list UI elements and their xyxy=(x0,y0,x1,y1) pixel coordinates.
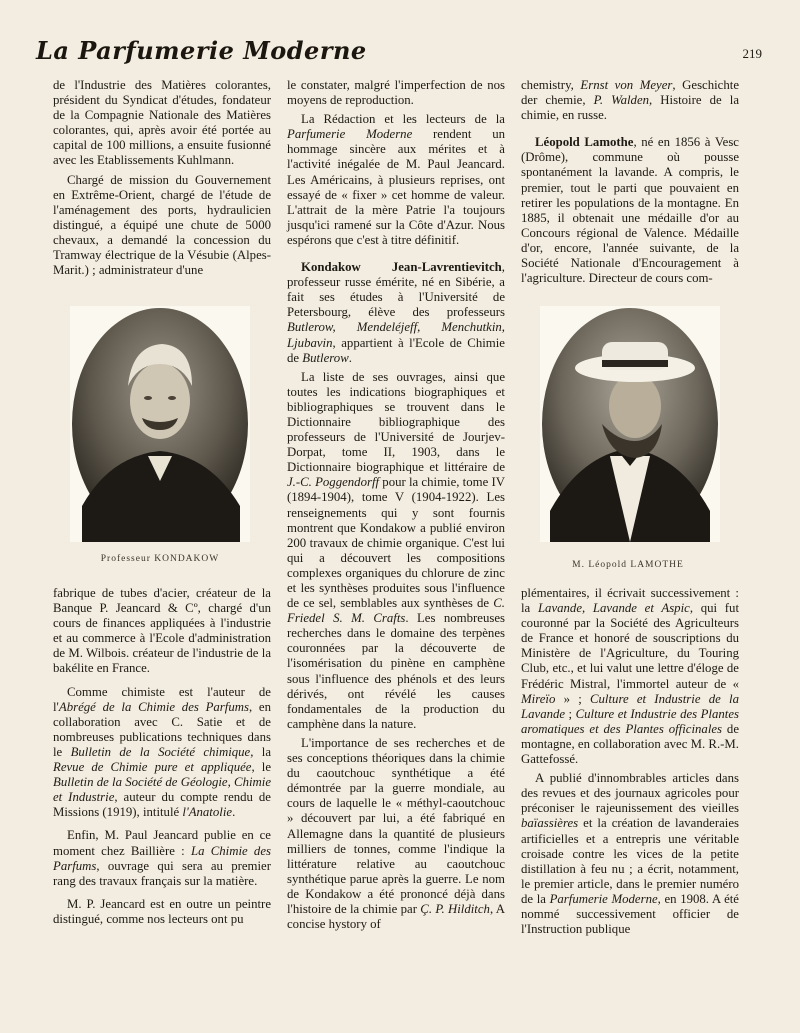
paragraph: A publié d'innombrables articles dans des revues et des journaux agricoles pour préconiser le rajeunissement des vieilles baïassières et la création de lavanderaies artificielles et a entrepris une véritable croisade contre les vices de la petite distillation à feu nu ; a écrit, notamment, le premier article, dans le premier numéro de la Parfumerie Moderne, en 1908. A été nommé successivement officier de l'Instruction publique xyxy=(521,771,739,937)
portrait-kondakow-image xyxy=(70,306,250,542)
name-kondakow: Kondakow Jean-Lavrentievitch xyxy=(301,260,502,275)
name-lamothe: Léopold Lamothe xyxy=(535,135,634,150)
portrait-lamothe-caption: M. Léopold LAMOTHE xyxy=(572,560,684,570)
paragraph: le constater, malgré l'imperfection de nos moyens de reproduction. xyxy=(287,78,505,108)
column-1-top xyxy=(53,78,271,282)
page-number: 219 xyxy=(742,46,762,61)
paragraph: M. P. Jeancard est en outre un peintre distingué, comme nos lecteurs ont pu xyxy=(53,896,271,926)
paragraph: chemistry, Ernst von Meyer, Geschichte der chemie, P. Walden, Histoire de la chimie, en russe. xyxy=(521,78,740,123)
paragraph: fabrique de tubes d'acier, créateur de la Banque P. Jeancard & Cº, chargé d'un cours de finances appliquées à l'industrie et au commerce à l'Ecole d'administration de M. Wilbois. créateur de l'industrie de la bakélite en France. xyxy=(53,586,271,676)
paragraph: Comme chimiste est l'auteur de l'Abrégé de la Chimie des Parfums, en collaboration avec C. Satie et de nombreuses publications techniques dans le Bulletin de la Société chimique, la Revue de Chimie pure et appliquée, le Bulletin de la Société de Géologie, Chimie et Industrie, auteur du compte rendu de Missions (1919), intitulé l'Anatolie. xyxy=(53,684,272,820)
paragraph: Léopold Lamothe, né en 1856 à Vesc (Drôme), commune où pousse spontanément la lavande. A compris, le premier, tout le parti que pouvaient en retirer les populations de la montagne. En 1885, il obtenait une médaille d'or au Concours régional de Valence. Médaille d'or, encore, l'année suivante, de la Société Nationale d'Encouragement à l'agriculture. Directeur de cours com- xyxy=(521,135,739,286)
portrait-lamothe xyxy=(540,306,720,542)
paragraph: de l'Industrie des Matières colorantes, président du Syndicat d'études, fondateur de la Compagnie Nationale des Matières colorantes, qui, après avoir été portée au capital de 100 millions, a ensuite fusionné avec les Etablissements Kuhlmann. xyxy=(53,78,271,168)
column-3-bottom xyxy=(521,586,739,941)
journal-title: La Parfumerie Moderne xyxy=(36,36,367,65)
paragraph: Kondakow Jean-Lavrentievitch, professeur russe émérite, né en Sibérie, a fait ses études à l'Université de Petersbourg, élève des professeurs Butlerow, Mendeléjeff, Menchutkin, Ljubavin, appartient à l'Ecole de Chimie de Butlerow. xyxy=(287,260,505,365)
paragraph: Enfin, M. Paul Jeancard publie en ce moment chez Baillière : La Chimie des Parfums, ouvrage qui sera au premier rang des travaux français sur la matière. xyxy=(53,828,271,888)
portrait-kondakow-caption: Professeur KONDAKOW xyxy=(100,554,220,564)
portrait-kondakow xyxy=(70,306,250,542)
paragraph: Chargé de mission du Gouvernement en Extrême-Orient, chargé de l'étude de l'aménagement des ports, hydraulicien distingué, a équipé une chute de 5000 chevaux, a demandé la concession du Tramway électrique de la Vésubie (Alpes-Marit.) ; administrateur d'une xyxy=(53,172,271,278)
column-3-top xyxy=(521,78,739,290)
paragraph: plémentaires, il écrivait successivement : la Lavande, Lavande et Aspic, qui fut couronné par la Société des Agriculteurs de France et honoré de souscriptions du Ministère de l'Agriculture, du Touring Club, etc., et lui valut une lettre d'éloge de Frédéric Mistral, l'immortel auteur de « Mireïo » ; Culture et Industrie de la Lavande ; Culture et Industrie des Plantes aromatiques et des Plantes officinales de montagne, en collaboration avec M. R.-M. Gattefossé. xyxy=(521,586,740,767)
portrait-lamothe-image xyxy=(540,306,720,542)
paragraph: La liste de ses ouvrages, ainsi que toutes les indications biographiques et bibliographiques se trouvent dans le Dictionnaire bibliographique des professeurs de l'Université de Jourjev-Dorpat, tome II, 1903, dans le Dictionnaire biographique et littéraire de J.-C. Poggendorff pour la chimie, tome IV (1894-1904), tome V (1904-1922). Les renseignements qui y sont fournis montrent que Kondakow a publié environ 200 travaux de chimie organique. C'est lui qui a découvert les compositions complexes organiques du chlorure de zinc et les synthèses produites sous l'influence de ce sel, semblables aux synthèses de C. Friedel S. M. Crafts. Les nombreuses recherches dans le domaine des terpènes couronnées par la découverte de l'isomérisation du pinène en camphène sous l'influence des phénols et des leurs dérivés, ont révélé les causes fondamentales de la production du camphène dans la nature. xyxy=(287,369,505,731)
paragraph: L'importance de ses recherches et de ses conceptions théoriques dans la chimie du caoutchouc synthétique a été démontrée par la guerre mondiale, au cours de laquelle le « méthyl-caoutchouc » découvert par lui, a été fabriqué en Allemagne dans la quantité de plusieurs milliers de tonnes, comme l'indique la littérature relative au caoutchouc synthétique parue après la guerre. Le nom de Kondakow a été prononcé déjà dans l'histoire de la chimie par Ç. P. Hilditch, A concise hystory of xyxy=(287,735,505,932)
column-1-bottom xyxy=(53,586,271,931)
column-2 xyxy=(287,78,505,936)
paragraph: La Rédaction et les lecteurs de la Parfumerie Moderne rendent un hommage sincère aux mérites et à l'activité inégalée de M. Paul Jeancard. Les Américains, à plusieurs reprises, ont essayé de « fixer » cet homme de valeur. L'attrait de la mère Patrie l'a toujours jusqu'ici ramené sur la Côte d'Azur. Nous espérons que c'est à titre définitif. xyxy=(287,112,505,247)
